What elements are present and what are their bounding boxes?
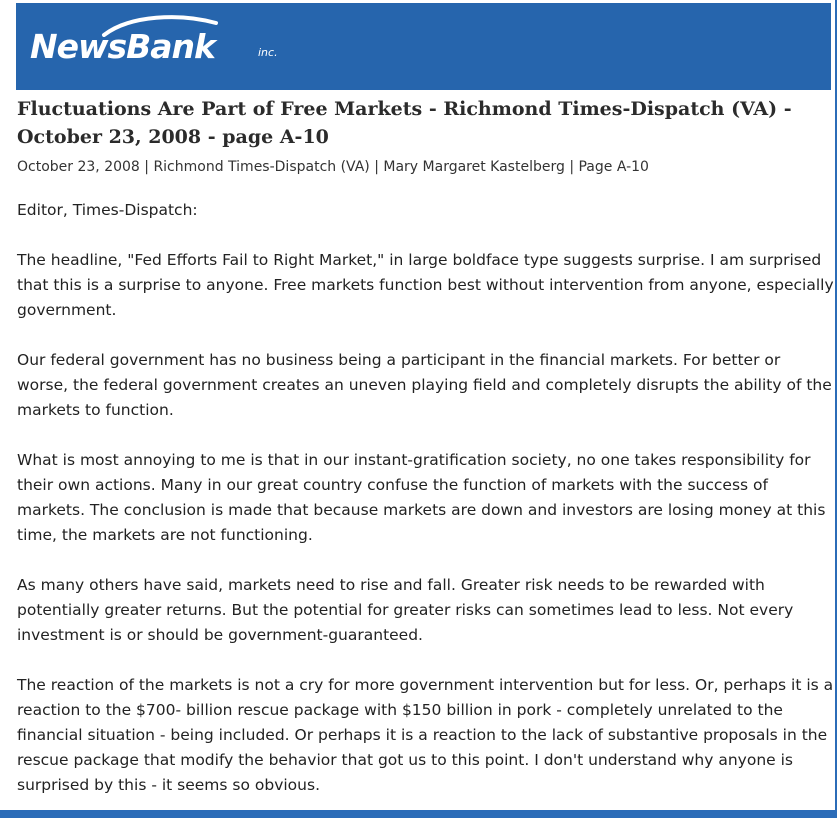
article-meta: October 23, 2008 | Richmond Times-Dispatch (VA) | Mary Margaret Kastelberg | Page A-10 (17, 159, 649, 175)
logo-wordmark: NewsBank (30, 27, 215, 66)
article-salutation: Editor, Times-Dispatch: (17, 201, 198, 219)
article-paragraph: What is most annoying to me is that in our instant-gratification society, no one takes responsibility for their own actions. Many in our great country confuse the function of markets with the success of markets. The conclusion is made that because markets are down and investors are losing money at this time, the markets are not functioning. (17, 451, 826, 544)
article-paragraph: As many others have said, markets need to rise and fall. Greater risk needs to be rewarded with potentially greater returns. But the potential for greater risks can sometimes lead to less. Not every investment is or should be government-guaranteed. (17, 576, 794, 644)
article-body (17, 198, 835, 823)
article-paragraph: The headline, "Fed Efforts Fail to Right Market," in large boldface type suggests surprise. I am surprised that this is a surprise to anyone. Free markets function best without intervention from anyone, especially government. (17, 251, 834, 319)
header-banner (16, 3, 831, 90)
article-title: Fluctuations Are Part of Free Markets - Richmond Times-Dispatch (VA) - October 23, 2008 - page A-10 (17, 98, 792, 148)
logo-inc-suffix: inc. (258, 46, 278, 59)
article-paragraph: Our federal government has no business being a participant in the financial markets. For better or worse, the federal government creates an uneven playing field and completely disrupts the ability of the markets to function. (17, 351, 832, 419)
newsbank-logo[interactable] (30, 21, 300, 73)
bottom-divider-bar (0, 810, 837, 818)
article-paragraph: The reaction of the markets is not a cry for more government intervention but for less. Or, perhaps it is a reaction to the $700- billion rescue package with $150 billion in pork - completely unrelated to the financial situation - being included. Or perhaps it is a reaction to the lack of substantive proposals in the rescue package that modify the behavior that got us to this point. I don't understand why anyone is surprised by this - it seems so obvious. (17, 676, 834, 794)
